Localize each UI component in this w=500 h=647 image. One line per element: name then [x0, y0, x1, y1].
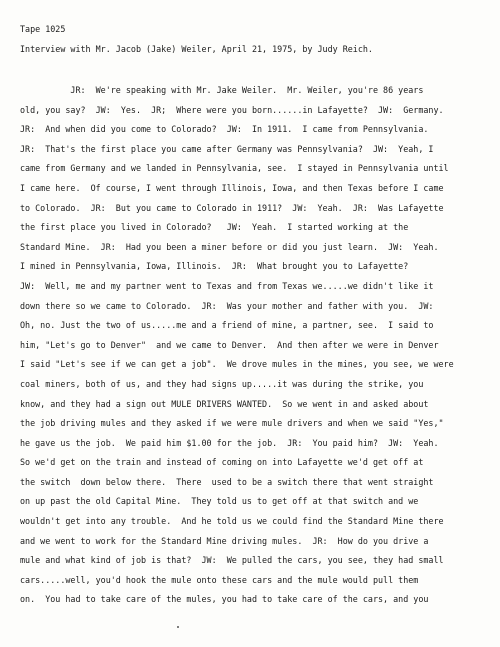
transcript-line: Oh, no. Just the two of us.....me and a friend of mine, a partner, see. I said to: [20, 320, 434, 331]
transcript-line: I said "Let's see if we can get a job". We drove mules in the mines, you see, we were: [20, 359, 454, 370]
transcript-line: he gave us the job. We paid him $1.00 for the job. JR: You paid him? JW: Yeah.: [20, 437, 439, 448]
interview-header: Interview with Mr. Jacob (Jake) Weiler, April 21, 1975, by Judy Reich.: [20, 44, 373, 54]
transcript-line: old, you say? JW: Yes. JR; Where were you born......in Lafayette? JW: Germany.: [20, 104, 444, 115]
transcript-line: to Colorado. JR: But you came to Colorado in 1911? JW: Yeah. JR: Was Lafayette: [20, 202, 444, 213]
transcript-line: came from Germany and we landed in Pennsylvania, see. I stayed in Pennsylvania until: [20, 163, 449, 174]
transcript-line: JR: We're speaking with Mr. Jake Weiler. Mr. Weiler, you're 86 years: [20, 85, 424, 95]
transcript-line: coal miners, both of us, and they had signs up.....it was during the strike, you: [20, 378, 424, 389]
transcript-line: Standard Mine. JR: Had you been a miner before or did you just learn. JW: Yeah.: [20, 241, 439, 252]
transcript-line: cars.....well, you'd hook the mule onto these cars and the mule would pull them: [20, 574, 419, 585]
transcript-line: and we went to work for the Standard Mine driving mules. JR: How do you drive a: [20, 535, 429, 546]
transcript-line: him, "Let's go to Denver" and we came to Denver. And then after we were in Denver: [20, 339, 439, 350]
transcript-line: mule and what kind of job is that? JW: We pulled the cars, you see, they had small: [20, 555, 444, 566]
transcript-line: on. You had to take care of the mules, you had to take care of the cars, and you: [20, 594, 429, 605]
transcript-line: the switch down below there. There used to be a switch there that went straight: [20, 476, 434, 487]
transcript-body: [20, 81, 490, 610]
transcript-line: I mined in Pennsylvania, Iowa, Illinois. JR: What brought you to Lafayette?: [20, 261, 409, 272]
transcript-line: JR: And when did you come to Colorado? JW: In 1911. I came from Pennsylvania.: [20, 124, 429, 135]
transcript-line: JR: That's the first place you came after Germany was Pennsylvania? JW: Yeah, I: [20, 143, 434, 154]
tape-label: Tape 1025: [20, 24, 66, 34]
transcript-line: the job driving mules and they asked if we were mule drivers and when we said "Yes,": [20, 418, 444, 429]
transcript-line: the first place you lived in Colorado? JW: Yeah. I started working at the: [20, 222, 409, 233]
transcript-line: down there so we came to Colorado. JR: Was your mother and father with you. JW:: [20, 300, 434, 311]
transcript-line: on up past the old Capital Mine. They told us to get off at that switch and we: [20, 496, 419, 507]
transcript-line: So we'd get on the train and instead of coming on into Lafayette we'd get off at: [20, 457, 424, 468]
transcript-line: I came here. Of course, I went through Illinois, Iowa, and then Texas before I came: [20, 182, 444, 193]
transcript-line: wouldn't get into any trouble. And he told us we could find the Standard Mine there: [20, 516, 444, 527]
transcript-line: know, and they had a sign out MULE DRIVERS WANTED. So we went in and asked about: [20, 398, 429, 409]
transcript-line: JW: Well, me and my partner went to Texas and from Texas we.....we didn't like it: [20, 280, 434, 291]
ink-speck: [177, 626, 179, 628]
